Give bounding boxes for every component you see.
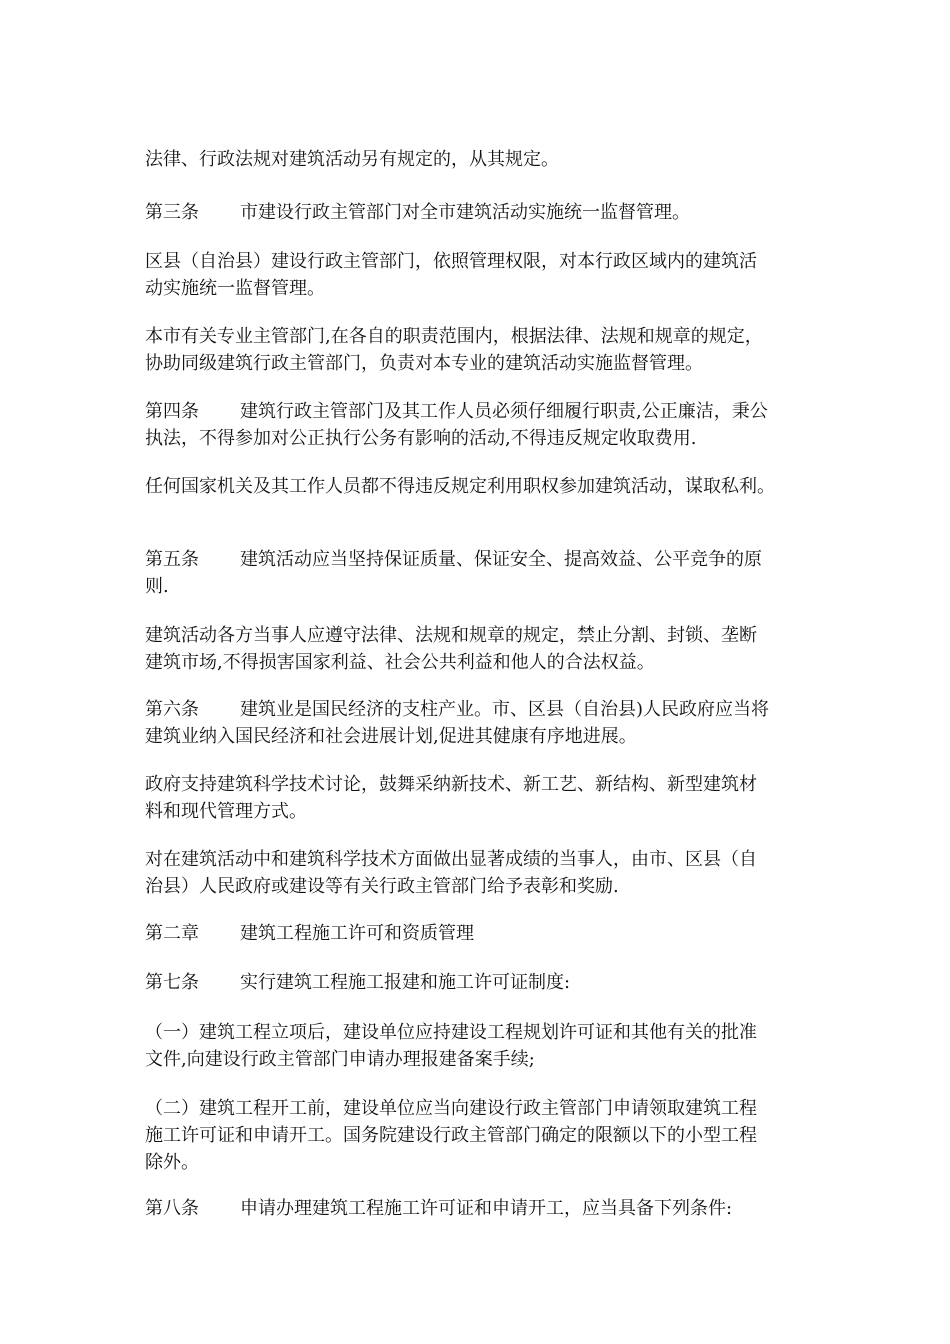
text-line: 则. [145,576,169,597]
article-number: 第六条 [145,699,199,720]
article-6 [145,696,815,750]
article-number: 第五条 [145,549,199,570]
chapter-number: 第二章 [145,923,199,944]
paragraph-1 [145,146,815,173]
article-number: 第八条 [145,1198,199,1219]
text-line: 政府支持建筑科学技术讨论，鼓舞采纳新技术、新工艺、新结构、新型建筑材 [145,774,757,795]
text-line: 市建设行政主管部门对全市建筑活动实施统一监督管理。 [240,202,690,223]
text-line: 料和现代管理方式。 [145,801,307,822]
paragraph-11 [145,846,815,900]
text-line: 协助同级建筑行政主管部门，负责对本专业的建筑活动实施监督管理。 [145,353,703,374]
paragraph-6 [145,473,815,500]
text-line: 建筑业纳入国民经济和社会进展计划,促进其健康有序地进展。 [145,726,637,747]
paragraph-3 [145,248,815,302]
article-8 [145,1195,815,1222]
text-line: （二）建筑工程开工前，建设单位应当向建设行政主管部门申请领取建筑工程 [145,1098,757,1119]
article-number: 第三条 [145,202,199,223]
text-line: 实行建筑工程施工报建和施工许可证制度: [240,972,571,993]
text-line: 施工许可证和申请开工。国务院建设行政主管部门确定的限额以下的小型工程 [145,1125,757,1146]
chapter-2-heading [145,920,815,947]
text-line: 动实施统一监督管理。 [145,278,325,299]
chapter-title: 建筑工程施工许可和资质管理 [240,923,474,944]
text-line: 建筑市场,不得损害国家利益、社会公共利益和他人的合法权益。 [145,652,655,673]
text-line: 除外。 [145,1152,199,1173]
article-3 [145,199,815,226]
paragraph-4 [145,323,815,377]
article-4 [145,398,815,452]
text-line: 建筑业是国民经济的支柱产业。市、区县（自治县)人民政府应当将 [240,699,770,720]
text-line: 申请办理建筑工程施工许可证和申请开工，应当具备下列条件: [240,1198,733,1219]
text-line: 建筑活动各方当事人应遵守法律、法规和规章的规定，禁止分割、封锁、垄断 [145,625,757,646]
article-7 [145,969,815,996]
paragraph-8 [145,622,815,676]
paragraph-10 [145,771,815,825]
text-line: 建筑行政主管部门及其工作人员必须仔细履行职责,公正廉洁，秉公 [240,401,768,422]
text-line: 本市有关专业主管部门,在各自的职责范围内，根据法律、法规和规章的规定， [145,326,763,347]
article-5 [145,546,815,600]
text-line: 建筑活动应当坚持保证质量、保证安全、提高效益、公平竞争的原 [240,549,762,570]
text-line: 对在建筑活动中和建筑科学技术方面做出显著成绩的当事人，由市、区县（自 [145,849,757,870]
text-line: 执法，不得参加对公正执行公务有影响的活动,不得违反规定收取费用. [145,428,697,449]
article-number: 第七条 [145,972,199,993]
text-line: 法律、行政法规对建筑活动另有规定的，从其规定。 [145,149,559,170]
article-number: 第四条 [145,401,199,422]
text-line: 区县（自治县）建设行政主管部门，依照管理权限，对本行政区域内的建筑活 [145,251,757,272]
paragraph-14 [145,1019,815,1073]
text-line: 治县）人民政府或建设等有关行政主管部门给予表彰和奖励. [145,876,619,897]
paragraph-15 [145,1095,815,1176]
text-line: （一）建筑工程立项后，建设单位应持建设工程规划许可证和其他有关的批准 [145,1022,757,1043]
text-line: 文件,向建设行政主管部门申请办理报建备案手续; [145,1049,535,1070]
text-line: 任何国家机关及其工作人员都不得违反规定利用职权参加建筑活动，谋取私利。 [145,476,775,497]
